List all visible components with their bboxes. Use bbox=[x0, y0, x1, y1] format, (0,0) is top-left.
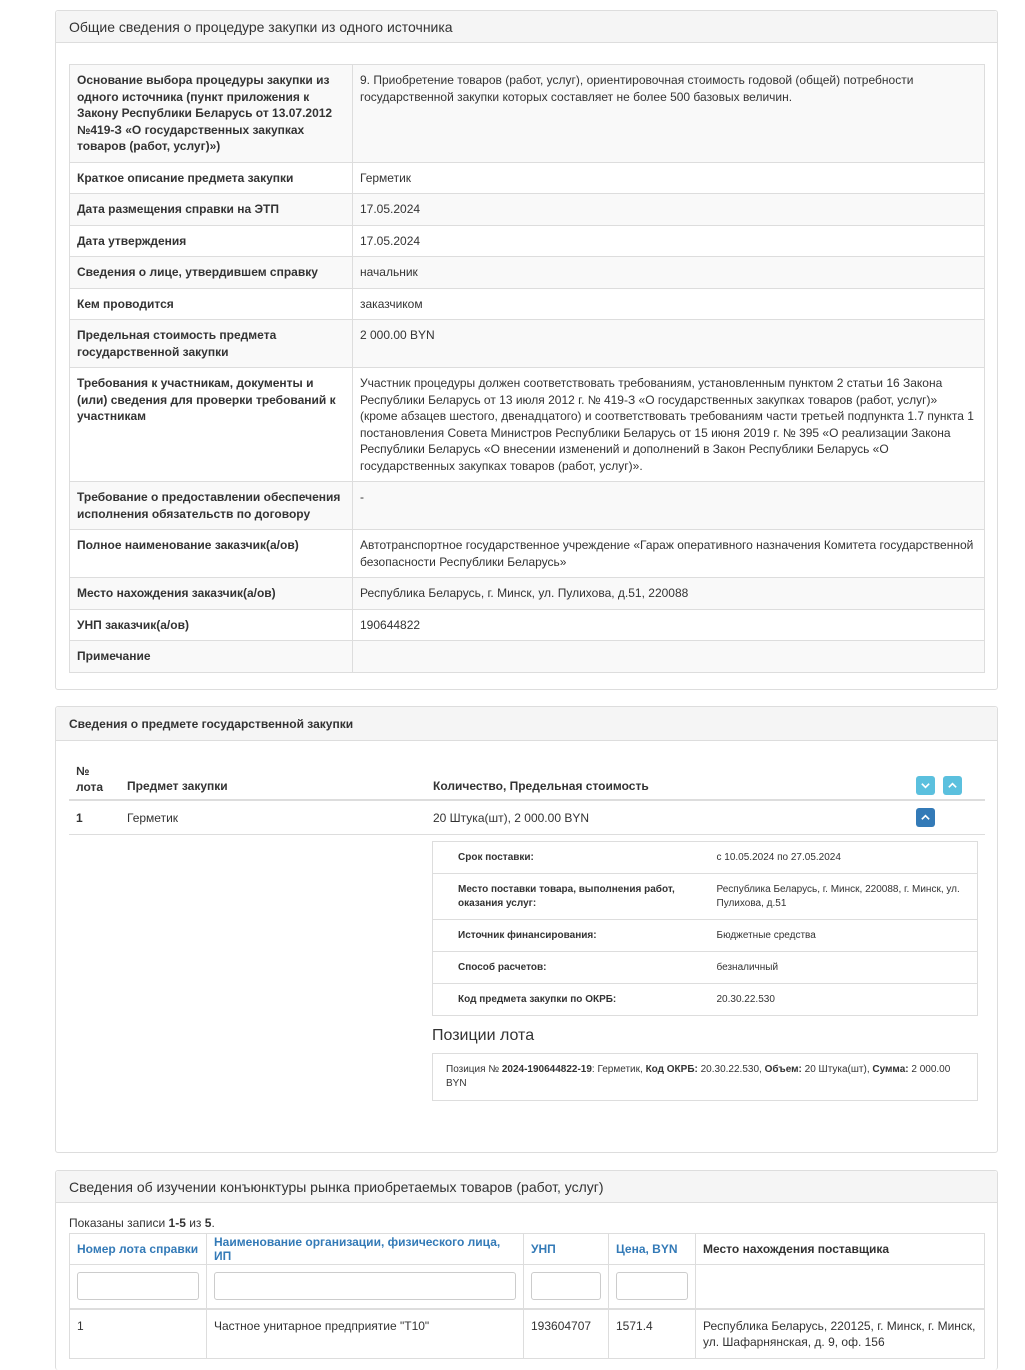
filter-row bbox=[70, 1265, 985, 1309]
info-label: Предельная стоимость предмета государственной закупки bbox=[70, 320, 353, 368]
general-info-panel bbox=[55, 10, 998, 690]
market-title: Сведения об изучении конъюнктуры рынка приобретаемых товаров (работ, услуг) bbox=[56, 1171, 997, 1203]
general-info-title: Общие сведения о процедуре закупки из одного источника bbox=[56, 11, 997, 43]
info-value: 190644822 bbox=[353, 609, 985, 641]
info-value: - bbox=[353, 482, 985, 530]
detail-row bbox=[433, 952, 978, 984]
summary-range: 1-5 bbox=[168, 1216, 186, 1230]
info-value: Участник процедуры должен соответствовать требованиям, установленным пунктом 2 статьи 16 Закона Республики Беларусь от 13 июля 2012 г. № 419-З «О государственных закупках товаров (работ, услуг)» (кроме абзацев шестого, двенадцатого) и соответствовать требованиям части третьей подпункта 1.7 пункта 1 постановления Совета Министров Республики Беларусь от 15 июня 2019 г. № 395 «О реализации Закона Республики Беларусь «О внесении изменений и дополнений в Закон Республики Беларусь «О государственных закупках товаров (работ, услуг)». bbox=[353, 368, 985, 482]
chevron-up-icon bbox=[947, 780, 958, 791]
sort-price-link[interactable]: Цена, BYN bbox=[609, 1234, 696, 1265]
subject-panel bbox=[55, 706, 998, 1153]
info-row bbox=[70, 482, 985, 530]
filter-unp-input[interactable] bbox=[531, 1272, 601, 1300]
info-value: Республика Беларусь, г. Минск, ул. Пулихова, д.51, 220088 bbox=[353, 578, 985, 610]
info-label: Краткое описание предмета закупки bbox=[70, 162, 353, 194]
info-label: УНП заказчик(а/ов) bbox=[70, 609, 353, 641]
detail-row bbox=[433, 920, 978, 952]
info-value: 17.05.2024 bbox=[353, 225, 985, 257]
detail-row bbox=[433, 874, 978, 920]
sort-lot-number-link[interactable]: Номер лота справки bbox=[70, 1234, 207, 1265]
summary-mid: из bbox=[185, 1216, 205, 1230]
info-row bbox=[70, 225, 985, 257]
info-value bbox=[353, 641, 985, 673]
position-volume: 20 Штука(шт), bbox=[801, 1064, 873, 1075]
cell-unp: 193604707 bbox=[524, 1309, 609, 1359]
cell-address: Республика Беларусь, 220125, г. Минск, г. Минск, ул. Шафарнянская, д. 9, оф. 156 bbox=[696, 1309, 985, 1359]
detail-row bbox=[433, 984, 978, 1016]
info-label: Кем проводится bbox=[70, 288, 353, 320]
sort-org-name-link[interactable]: Наименование организации, физического лица, ИП bbox=[207, 1234, 524, 1265]
summary-suffix: . bbox=[211, 1216, 215, 1230]
market-panel bbox=[55, 1170, 998, 1370]
detail-label: Способ расчетов: bbox=[433, 952, 692, 984]
info-row bbox=[70, 578, 985, 610]
position-okrb-label: Код ОКРБ: bbox=[645, 1064, 698, 1075]
summary-prefix: Показаны записи bbox=[69, 1216, 169, 1230]
filter-lot-number-input[interactable] bbox=[77, 1272, 199, 1300]
chevron-up-icon bbox=[920, 812, 931, 823]
position-item bbox=[432, 1053, 978, 1101]
info-label: Требование о предоставлении обеспечения исполнения обязательств по договору bbox=[70, 482, 353, 530]
summary-total: 5 bbox=[204, 1216, 212, 1230]
detail-label: Срок поставки: bbox=[433, 842, 692, 874]
market-table bbox=[69, 1233, 985, 1359]
lot-subject: Герметик bbox=[127, 811, 179, 825]
cell-lot: 1 bbox=[70, 1309, 207, 1359]
collapse-lot-button[interactable] bbox=[916, 808, 935, 827]
cell-org: Частное унитарное предприятие "Т10" bbox=[207, 1309, 524, 1359]
info-row bbox=[70, 65, 985, 163]
positions-title: Позиции лота bbox=[432, 1027, 535, 1044]
info-label: Полное наименование заказчик(а/ов) bbox=[70, 530, 353, 578]
sort-unp-link[interactable]: УНП bbox=[524, 1234, 609, 1265]
records-summary bbox=[69, 1216, 215, 1230]
detail-label: Код предмета закупки по ОКРБ: bbox=[433, 984, 692, 1016]
position-sum-label: Сумма: bbox=[872, 1064, 909, 1075]
header-subject: Предмет закупки bbox=[127, 779, 228, 793]
detail-value: безналичный bbox=[692, 952, 978, 984]
detail-value: Бюджетные средства bbox=[692, 920, 978, 952]
cell-price: 1571.4 bbox=[609, 1309, 696, 1359]
info-value: начальник bbox=[353, 257, 985, 289]
position-volume-label: Объем: bbox=[764, 1064, 802, 1075]
info-label: Дата утверждения bbox=[70, 225, 353, 257]
lot-number: 1 bbox=[76, 811, 83, 825]
info-label: Требования к участникам, документы и (или) сведения для проверки требований к участникам bbox=[70, 368, 353, 482]
info-label: Основание выбора процедуры закупки из одного источника (пункт приложения к Закону Республики Беларусь от 13.07.2012 №419-З «О государственных закупках товаров (работ, услуг)») bbox=[70, 65, 353, 163]
detail-value: Республика Беларусь, г. Минск, 220088, г. Минск, ул. Пулихова, д.51 bbox=[692, 874, 978, 920]
info-value: 9. Приобретение товаров (работ, услуг), ориентировочная стоимость годовой (общей) потребности государственной закупки которых составляет не более 500 базовых величин. bbox=[353, 65, 985, 163]
subject-title: Сведения о предмете государственной закупки bbox=[56, 707, 997, 741]
position-sum: 2 000.00 BYN bbox=[446, 1064, 951, 1089]
info-value: 2 000.00 BYN bbox=[353, 320, 985, 368]
lot-row[interactable] bbox=[69, 801, 985, 835]
position-prefix: Позиция № bbox=[446, 1064, 502, 1075]
detail-label: Источник финансирования: bbox=[433, 920, 692, 952]
lot-qty: 20 Штука(шт), 2 000.00 BYN bbox=[433, 811, 589, 825]
filter-price-input[interactable] bbox=[616, 1272, 688, 1300]
info-label: Сведения о лице, утвердившем справку bbox=[70, 257, 353, 289]
general-info-table bbox=[69, 64, 985, 673]
lot-table-header bbox=[69, 759, 985, 801]
info-label: Место нахождения заказчик(а/ов) bbox=[70, 578, 353, 610]
detail-row bbox=[433, 842, 978, 874]
info-value: заказчиком bbox=[353, 288, 985, 320]
expand-all-button[interactable] bbox=[916, 776, 935, 795]
info-row bbox=[70, 609, 985, 641]
detail-value: 20.30.22.530 bbox=[692, 984, 978, 1016]
header-qty: Количество, Предельная стоимость bbox=[433, 779, 649, 793]
info-row bbox=[70, 194, 985, 226]
position-okrb: 20.30.22.530, bbox=[697, 1064, 765, 1075]
info-row bbox=[70, 530, 985, 578]
info-row bbox=[70, 641, 985, 673]
info-value: 17.05.2024 bbox=[353, 194, 985, 226]
position-name: : Герметик, bbox=[591, 1064, 646, 1075]
header-supplier-address: Место нахождения поставщика bbox=[696, 1234, 985, 1265]
info-value: Автотранспортное государственное учреждение «Гараж оперативного назначения Комитета государственной безопасности Республики Беларусь» bbox=[353, 530, 985, 578]
info-row bbox=[70, 320, 985, 368]
collapse-all-button[interactable] bbox=[943, 776, 962, 795]
filter-org-name-input[interactable] bbox=[214, 1272, 516, 1300]
detail-value: с 10.05.2024 по 27.05.2024 bbox=[692, 842, 978, 874]
detail-label: Место поставки товара, выполнения работ, оказания услуг: bbox=[433, 874, 692, 920]
info-row bbox=[70, 162, 985, 194]
info-value: Герметик bbox=[353, 162, 985, 194]
header-lot-no: № лота bbox=[76, 764, 104, 794]
info-row bbox=[70, 368, 985, 482]
info-label: Дата размещения справки на ЭТП bbox=[70, 194, 353, 226]
filter-empty-cell bbox=[696, 1265, 985, 1309]
chevron-down-icon bbox=[920, 780, 931, 791]
position-number: 2024-190644822-19 bbox=[501, 1064, 592, 1075]
info-label: Примечание bbox=[70, 641, 353, 673]
info-row bbox=[70, 257, 985, 289]
info-row bbox=[70, 288, 985, 320]
lot-details-table bbox=[432, 841, 978, 1016]
